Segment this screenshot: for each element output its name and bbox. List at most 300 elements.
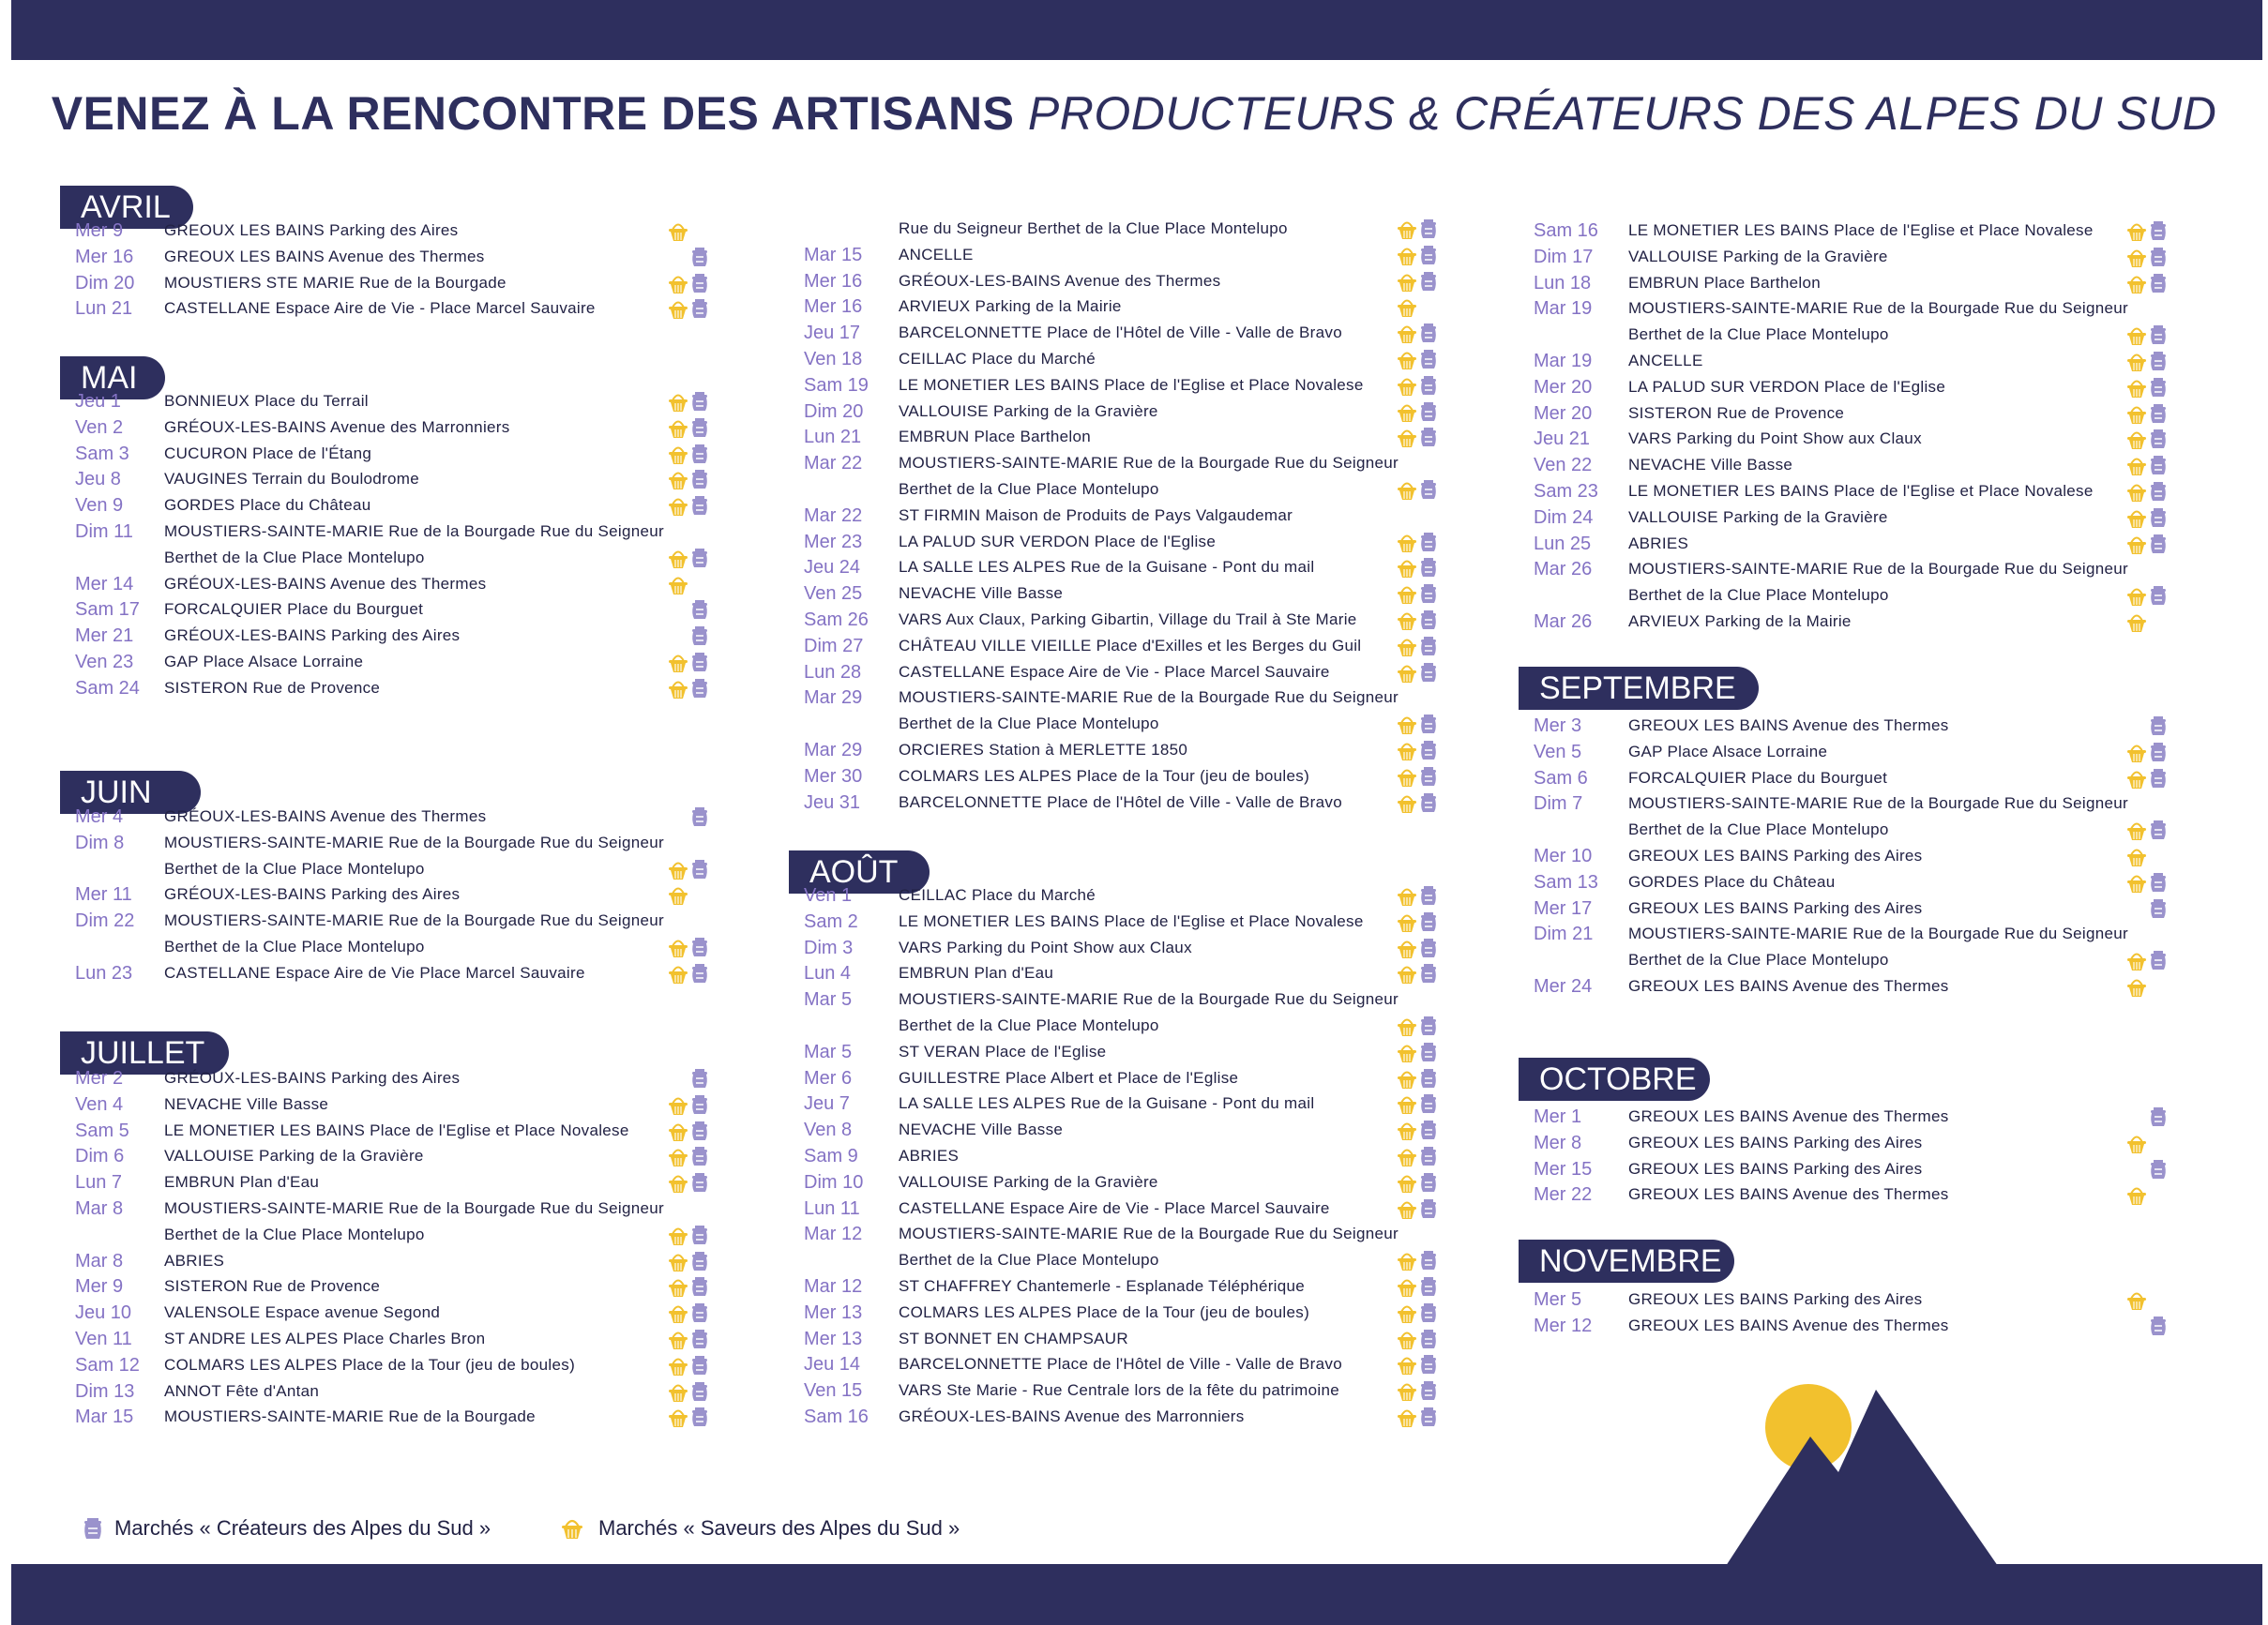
entry-location: EMBRUN Place Barthelon [899,428,1092,446]
jar-icon [689,1302,710,1324]
jar-icon [2148,871,2169,894]
entry-date: Mer 14 [75,573,134,594]
entry-date: Dim 3 [804,937,854,958]
entry-location: GORDES Place du Château [1628,872,1836,891]
entry-location: GREOUX LES BAINS Parking des Aires [1628,1290,1923,1308]
basket-icon [1397,1406,1417,1428]
entry-location: GRÉOUX-LES-BAINS Avenue des Thermes [164,574,487,593]
basket-icon [1397,1145,1417,1167]
entry-location: ABRIES [899,1147,960,1165]
entry-location: GREOUX LES BAINS Avenue des Thermes [1628,977,1949,995]
basket-icon [1397,1353,1417,1376]
entry-location: SISTERON Rue de Provence [1628,403,1845,422]
entry-date: Dim 24 [1534,506,1594,528]
entry-location: MOUSTIERS-SAINTE-MARIE Rue de la Bourgade Rue du Seigneur [1628,925,2128,943]
month-header-juin: JUIN [60,771,201,814]
entry-location: GRÉOUX-LES-BAINS Parking des Aires [164,626,461,645]
entry-location: GREOUX LES BAINS Avenue des Thermes [1628,1107,1949,1125]
jar-icon [1418,1275,1439,1298]
jar-icon [2148,897,2169,920]
basket-icon [1397,937,1417,959]
entry-date: Sam 23 [1534,481,1598,502]
entry-date: Jeu 17 [804,323,861,344]
bottom-banner [11,1564,2262,1625]
month-header-octobre: OCTOBRE [1519,1058,1710,1101]
entry-date: Sam 9 [804,1146,858,1166]
mountain-sun-logo [1726,1378,2007,1566]
basket-icon [1397,348,1417,370]
entry-date: Mer 16 [75,246,134,267]
jar-icon [689,1250,710,1272]
entry-location: BARCELONNETTE Place de l'Hôtel de Ville - Valle de Bravo [899,1355,1342,1374]
basket-icon [2126,1132,2147,1154]
basket-icon [1397,322,1417,344]
entry-location: LE MONETIER LES BAINS Place de l'Eglise et Place Novalese [1628,221,2094,239]
entry-location: COLMARS LES ALPES Place de la Tour (jeu de boules) [899,1302,1310,1321]
entry-date: Mar 15 [804,244,863,265]
basket-icon [2126,350,2147,372]
entry-location: VALLOUISE Parking de la Gravière [1628,247,1888,265]
entry-date: Ven 5 [1534,741,1582,762]
entry-date: Mar 5 [804,1041,853,1062]
basket-icon [1397,1379,1417,1402]
basket-icon [1397,426,1417,448]
basket-icon [1397,635,1417,657]
entry-location: MOUSTIERS-SAINTE-MARIE Rue de la Bourgade Rue du Seigneur [164,1199,664,1217]
jar-icon [1418,322,1439,344]
entry-location: GRÉOUX-LES-BAINS Parking des Aires [164,1069,461,1087]
jar-icon [689,468,710,490]
entry-location: COLMARS LES ALPES Place de la Tour (jeu de boules) [164,1355,576,1374]
jar-icon [2148,454,2169,476]
jar-icon [1418,1092,1439,1115]
jar-icon [689,1093,710,1116]
entry-location: MOUSTIERS-SAINTE-MARIE Rue de la Bourgade Rue du Seigneur [899,990,1399,1009]
jar-icon [689,1120,710,1142]
jar-icon [1418,1041,1439,1063]
title-bold: VENEZ À LA RENCONTRE DES ARTISANS [51,87,1015,140]
basket-icon [668,468,688,490]
basket-icon [1397,1015,1417,1037]
entry-date: Lun 21 [804,427,862,448]
jar-icon [1418,791,1439,814]
jar-icon [1418,478,1439,501]
entry-location: MOUSTIERS-SAINTE-MARIE Rue de la Bourgade Rue du Seigneur [899,454,1399,473]
entry-date: Mar 12 [804,1224,863,1245]
entry-location: MOUSTIERS STE MARIE Rue de la Bourgade [164,273,507,292]
basket-icon [668,1380,688,1403]
entry-location: ANCELLE [899,245,974,263]
entry-location: Berthet de la Clue Place Montelupo [1628,325,1889,344]
entry-location: VARS Ste Marie - Rue Centrale lors de la fête du patrimoine [899,1381,1339,1400]
top-banner [11,0,2262,60]
entry-date: Dim 20 [75,272,135,293]
entry-location: Berthet de la Clue Place Montelupo [1628,586,1889,605]
entry-date: Lun 23 [75,962,133,984]
entry-date: Mer 17 [1534,897,1593,919]
entry-location: LA PALUD SUR VERDON Place de l'Eglise [1628,377,1946,396]
entry-location: GORDES Place du Château [164,496,371,515]
entry-location: LA SALLE LES ALPES Rue de la Guisane - Pont du mail [899,558,1315,577]
jar-icon [689,858,710,880]
jar-icon [1418,582,1439,605]
basket-icon [668,547,688,569]
entry-date: Sam 17 [75,599,140,621]
jar-icon [1418,1353,1439,1376]
entry-date: Mer 20 [1534,402,1593,424]
jar-icon [689,272,710,294]
entry-location: LE MONETIER LES BAINS Place de l'Eglise et Place Novalese [899,375,1364,394]
basket-icon [668,1406,688,1428]
entry-date: Mar 26 [1534,611,1593,632]
basket-icon [2126,845,2147,867]
entry-date: Mer 11 [75,884,132,906]
basket-icon [668,573,688,595]
jar-icon [689,494,710,517]
entry-date: Mer 23 [804,531,863,552]
entry-location: VALLOUISE Parking de la Gravière [164,1147,424,1166]
entry-date: Mar 12 [804,1276,863,1297]
jar-icon [689,246,710,268]
basket-icon [1397,609,1417,631]
basket-icon [1397,739,1417,761]
jar-icon [689,1224,710,1246]
jar-icon [2148,246,2169,268]
basket-icon [2126,767,2147,790]
entry-location: ST FIRMIN Maison de Produits de Pays Valgaudemar [899,505,1293,524]
entry-location: ST BONNET EN CHAMPSAUR [899,1329,1128,1347]
jar-icon [2148,1315,2169,1337]
basket-icon [1397,270,1417,293]
entry-location: CASTELLANE Espace Aire de Vie - Place Marcel Sauvaire [899,662,1330,681]
entry-location: ST VERAN Place de l'Eglise [899,1042,1107,1061]
jar-icon [1418,1302,1439,1324]
basket-icon [668,677,688,700]
entry-date: Mar 26 [1534,559,1593,580]
entry-location: VARS Parking du Point Show aux Claux [1628,429,1922,448]
entry-date: Lun 28 [804,661,862,683]
entry-date: Dim 17 [1534,246,1594,267]
jar-icon [689,1171,710,1194]
entry-location: MOUSTIERS-SAINTE-MARIE Rue de la Bourgade Rue du Seigneur [1628,299,2128,318]
basket-icon [1397,374,1417,397]
basket-icon [668,1145,688,1167]
entry-date: Jeu 8 [75,469,121,490]
basket-icon [2126,402,2147,425]
basket-icon [668,651,688,673]
jar-icon [2148,219,2169,242]
entry-date: Mer 12 [1534,1315,1593,1336]
jar-icon [689,297,710,320]
entry-location: LA SALLE LES ALPES Rue de la Guisane - Pont du mail [899,1094,1315,1113]
entry-date: Mer 3 [1534,715,1582,736]
entry-date: Mer 22 [1534,1184,1593,1206]
entry-date: Mer 15 [1534,1158,1593,1180]
entry-date: Mer 20 [1534,376,1593,398]
basket-icon [2126,533,2147,555]
jar-icon [2148,741,2169,763]
basket-icon [668,1224,688,1246]
entry-location: BONNIEUX Place du Terrail [164,392,369,410]
basket-icon [2126,428,2147,450]
entry-location: BARCELONNETTE Place de l'Hôtel de Ville - Valle de Bravo [899,323,1342,342]
entry-location: ARVIEUX Parking de la Mairie [1628,612,1852,630]
entry-location: GRÉOUX-LES-BAINS Avenue des Marronniers [899,1407,1245,1425]
entry-date: Mer 8 [1534,1132,1582,1153]
entry-date: Mer 10 [1534,846,1593,866]
entry-date: Lun 18 [1534,272,1592,293]
entry-location: VALLOUISE Parking de la Gravière [899,1172,1158,1191]
jar-icon [1418,910,1439,933]
basket-icon [668,494,688,517]
basket-icon [2126,272,2147,294]
entry-location: CASTELLANE Espace Aire de Vie - Place Marcel Sauvaire [164,299,596,318]
jar-icon [1418,1119,1439,1141]
jar-icon [689,598,710,621]
basket-icon [1397,1171,1417,1194]
jar-icon [1418,1197,1439,1220]
entry-date: Sam 16 [804,1407,869,1427]
entry-location: VAUGINES Terrain du Boulodrome [164,470,419,489]
jar-icon [2148,584,2169,607]
basket-icon [668,272,688,294]
entry-date: Mar 29 [804,740,863,760]
basket-icon [1397,218,1417,240]
entry-location: LA PALUD SUR VERDON Place de l'Eglise [899,532,1217,550]
entry-location: NEVACHE Ville Basse [164,1094,329,1113]
basket-icon [2126,741,2147,763]
entry-location: NEVACHE Ville Basse [899,1121,1064,1139]
entry-location: Berthet de la Clue Place Montelupo [164,938,425,955]
basket-icon [1397,910,1417,933]
basket-icon [2126,610,2147,633]
basket-icon [2126,506,2147,529]
entry-location: CHÂTEAU VILLE VIEILLE Place d'Exilles et les Berges du Guil [899,636,1362,655]
jar-icon [689,390,710,413]
entry-location: Berthet de la Clue Place Montelupo [164,548,425,566]
month-header-août: AOÛT [789,850,930,894]
jar-icon [1418,765,1439,788]
entry-location: CASTELLANE Espace Aire de Vie - Place Marcel Sauvaire [899,1198,1330,1217]
basket-icon [1397,556,1417,579]
jar-icon [1418,374,1439,397]
entry-location: CUCURON Place de l'Étang [164,444,372,462]
basket-icon [2126,584,2147,607]
entry-date: Mar 8 [75,1198,124,1219]
basket-icon [1397,791,1417,814]
jar-icon [689,1145,710,1167]
entry-location: VALLOUISE Parking de la Gravière [1628,507,1888,526]
entry-location: MOUSTIERS-SAINTE-MARIE Rue de la Bourgade Rue du Seigneur [164,522,664,540]
jar-icon [689,805,710,828]
entry-location: EMBRUN Plan d'Eau [899,964,1054,983]
entry-location: LE MONETIER LES BAINS Place de l'Eglise et Place Novalese [1628,482,2094,500]
entry-location: Berthet de la Clue Place Montelupo [899,1016,1159,1034]
basket-icon [1397,884,1417,907]
jar-icon [689,1328,710,1350]
entry-date: Jeu 21 [1534,429,1591,450]
entry-date: Sam 26 [804,609,869,630]
entry-location: COLMARS LES ALPES Place de la Tour (jeu de boules) [899,766,1310,785]
entry-date: Mer 16 [804,296,863,318]
entry-date: Mar 19 [1534,351,1593,371]
jar-icon [1418,556,1439,579]
basket-icon [1397,1275,1417,1298]
entry-location: GUILLESTRE Place Albert et Place de l'Eglise [899,1068,1239,1087]
entry-date: Mer 9 [75,220,124,241]
jar-icon [1418,962,1439,985]
jar-icon [1418,426,1439,448]
month-header-mai: MAI [60,356,165,399]
entry-date: Dim 8 [75,832,125,853]
basket-icon [1397,1092,1417,1115]
basket-icon [2126,480,2147,503]
basket-icon [1397,1197,1417,1220]
entry-date: Mer 16 [804,270,863,292]
entry-date: Dim 13 [75,1380,135,1402]
entry-date: Dim 10 [804,1171,864,1193]
entry-date: Mer 30 [804,765,863,787]
basket-icon [1397,1328,1417,1350]
basket-icon [668,936,688,958]
entry-date: Lun 7 [75,1172,123,1194]
entry-location: ANCELLE [1628,352,1703,369]
entry-location: Berthet de la Clue Place Montelupo [899,1251,1159,1270]
jar-icon [1418,661,1439,684]
entry-location: GRÉOUX-LES-BAINS Avenue des Thermes [899,271,1221,290]
entry-location: Berthet de la Clue Place Montelupo [899,480,1159,498]
entry-location: CASTELLANE Espace Aire de Vie Place Marcel Sauvaire [164,963,585,982]
entry-location: GREOUX LES BAINS Avenue des Thermes [1628,716,1949,734]
basket-icon [1397,765,1417,788]
entry-location: Rue du Seigneur Berthet de la Clue Place Montelupo [899,219,1288,237]
basket-icon [2126,454,2147,476]
basket-icon [668,1354,688,1377]
entry-location: ANNOT Fête d'Antan [164,1381,320,1400]
month-header-septembre: SEPTEMBRE [1519,667,1759,710]
entry-date: Ven 15 [804,1380,863,1402]
jar-icon [1418,635,1439,657]
jar-icon [2148,506,2169,529]
jar-icon [1418,531,1439,553]
jar-icon [1418,609,1439,631]
entry-date: Ven 4 [75,1093,124,1115]
entry-date: Lun 11 [804,1197,860,1219]
basket-icon [2126,1288,2147,1311]
entry-location: Berthet de la Clue Place Montelupo [899,715,1159,733]
basket-icon [1397,1249,1417,1271]
page-title [0,83,2268,144]
entry-location: GREOUX LES BAINS Avenue des Thermes [164,247,485,265]
entry-date: Mer 4 [75,806,124,827]
entry-date: Lun 21 [75,298,133,320]
entry-location: Berthet de la Clue Place Montelupo [1628,951,1889,970]
basket-icon [1397,400,1417,423]
title-italic: PRODUCTEURS & CRÉATEURS DES ALPES DU SUD [1027,87,2217,140]
basket-icon [560,1515,584,1542]
basket-icon [668,883,688,906]
entry-date: Sam 2 [804,910,858,932]
entry-location: MOUSTIERS-SAINTE-MARIE Rue de la Bourgade Rue du Seigneur [1628,560,2128,579]
basket-icon [668,219,688,242]
basket-icon [668,858,688,880]
basket-icon [1397,295,1417,318]
jar-icon [2148,428,2169,450]
basket-icon [1397,1067,1417,1090]
entry-date: Dim 27 [804,635,864,656]
entry-date: Sam 19 [804,374,869,396]
jar-icon [1418,1145,1439,1167]
basket-icon [1397,244,1417,266]
jar-icon [1418,348,1439,370]
jar-icon [2148,767,2169,790]
entry-location: ORCIERES Station à MERLETTE 1850 [899,741,1188,759]
jar-icon [2148,1106,2169,1128]
entry-location: NEVACHE Ville Basse [899,584,1064,603]
entry-location: FORCALQUIER Place du Bourguet [1628,768,1888,787]
entry-date: Mer 13 [804,1328,863,1349]
jar-icon [2148,350,2169,372]
entry-location: VARS Parking du Point Show aux Claux [899,938,1192,956]
entry-location: MOUSTIERS-SAINTE-MARIE Rue de la Bourgade Rue du Seigneur [164,833,664,851]
entry-date: Sam 6 [1534,767,1588,789]
entry-location: ST ANDRE LES ALPES Place Charles Bron [164,1330,486,1347]
entry-date: Jeu 24 [804,557,861,579]
basket-icon [2126,871,2147,894]
jar-icon [2148,323,2169,346]
jar-icon [689,1380,710,1403]
entry-date: Jeu 10 [75,1302,132,1324]
legend-createurs: Marchés « Créateurs des Alpes du Sud » [114,1516,491,1540]
entry-location: EMBRUN Plan d'Eau [164,1173,320,1192]
basket-icon [1397,962,1417,985]
entry-location: EMBRUN Place Barthelon [1628,273,1822,292]
entry-location: GAP Place Alsace Lorraine [1628,742,1828,760]
entry-date: Sam 24 [75,677,140,699]
entry-date: Ven 2 [75,416,124,438]
jar-icon [2148,376,2169,399]
entry-location: GREOUX LES BAINS Parking des Aires [1628,1133,1923,1151]
entry-location: GREOUX LES BAINS Parking des Aires [1628,898,1923,917]
jar-icon [689,962,710,985]
jar-icon [2148,272,2169,294]
entry-date: Dim 21 [1534,924,1594,945]
basket-icon [668,1093,688,1116]
basket-icon [2126,975,2147,998]
jar-icon [689,1406,710,1428]
entry-date: Dim 11 [75,521,133,542]
entry-date: Mer 5 [1534,1289,1582,1310]
basket-icon [2126,949,2147,971]
entry-location: ST CHAFFREY Chantemerle - Esplanade Téléphérique [899,1277,1305,1295]
jar-icon [1418,1249,1439,1271]
jar-icon [81,1515,105,1542]
entry-location: GRÉOUX-LES-BAINS Avenue des Marronniers [164,417,510,436]
jar-icon [689,1354,710,1377]
basket-icon [668,297,688,320]
month-header-juillet: JUILLET [60,1031,229,1075]
entry-location: SISTERON Rue de Provence [164,678,381,697]
jar-icon [1418,713,1439,735]
entry-date: Ven 9 [75,495,124,517]
jar-icon [2148,949,2169,971]
entry-location: Berthet de la Clue Place Montelupo [164,1225,425,1243]
basket-icon [668,416,688,439]
month-header-novembre: NOVEMBRE [1519,1240,1734,1283]
entry-location: GRÉOUX-LES-BAINS Avenue des Thermes [164,807,487,825]
entry-date: Mar 22 [804,453,863,474]
entry-date: Mar 8 [75,1250,124,1271]
